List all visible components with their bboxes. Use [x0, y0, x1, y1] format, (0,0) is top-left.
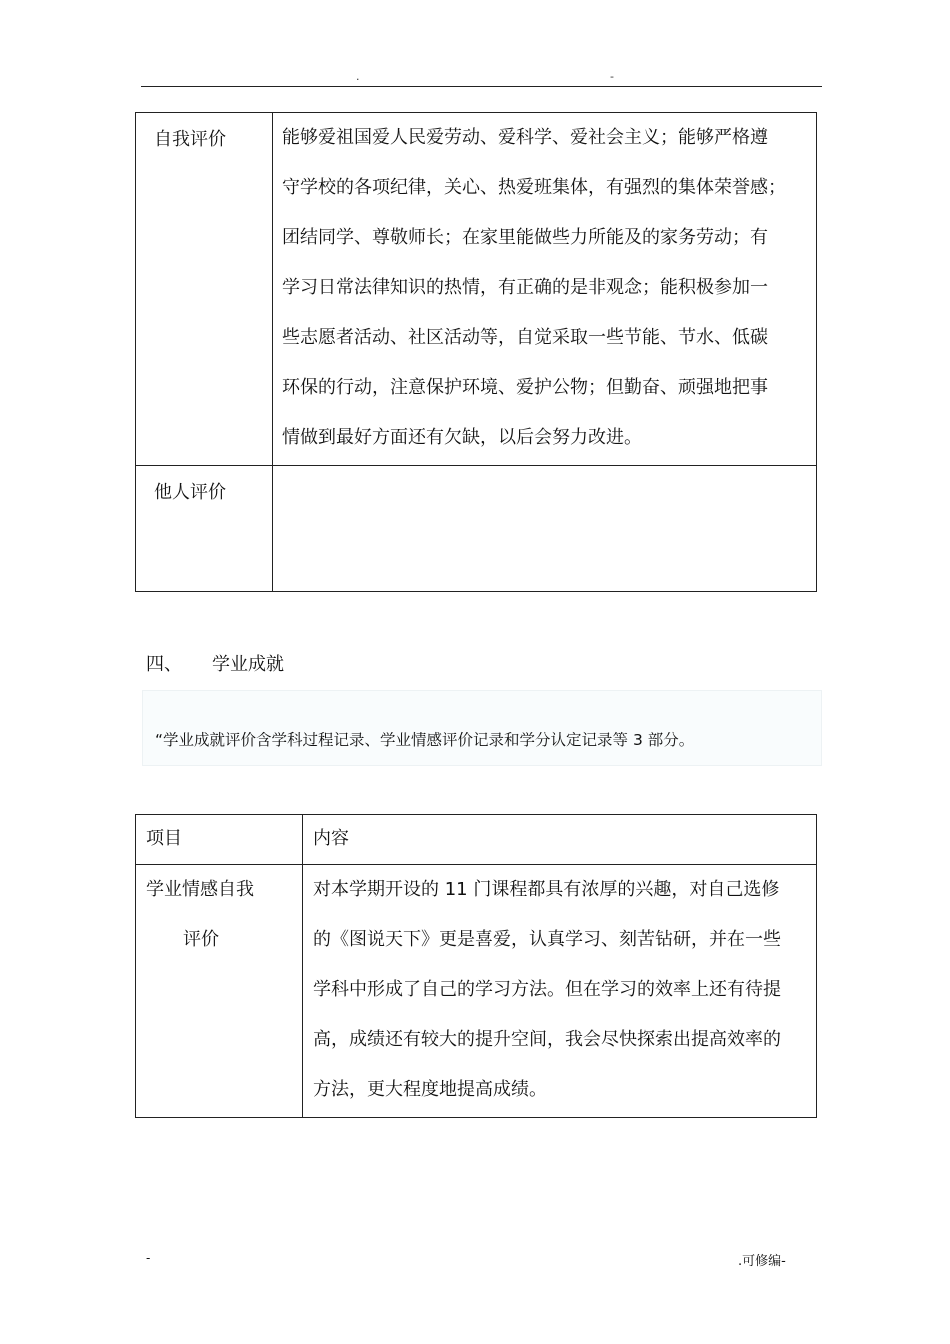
row-label-emotional-self-eval [136, 865, 303, 1118]
footer-left: - [146, 1251, 151, 1265]
text-line: 团结同学、尊敬师长；在家里能做些力所能及的家务劳动；有 [282, 227, 768, 248]
text-line: 高，成绩还有较大的提升空间，我会尽快探索出提高效率的 [313, 1029, 781, 1050]
header-mark-left: . [356, 70, 360, 83]
section-title: 学业成就 [212, 654, 284, 675]
academic-achievement-table [135, 814, 817, 1118]
note-text: “学业成就评价含学科过程记录、学业情感评价记录和学分认定记录等 3 部分。 [155, 731, 695, 749]
text-line: 能够爱祖国爱人民爱劳动、爱科学、爱社会主义；能够严格遵 [282, 127, 768, 148]
row-label-self-eval: 自我评价 [136, 113, 273, 466]
text-line: 的《图说天下》更是喜爱，认真学习、刻苦钻研，并在一些 [313, 929, 781, 950]
text-line: 对本学期开设的 11 门课程都具有浓厚的兴趣，对自己选修 [313, 879, 780, 900]
page-header [0, 70, 950, 84]
footer-right: .可修编- [738, 1254, 786, 1269]
header-mark-right: - [610, 70, 614, 83]
table-row [136, 865, 817, 1118]
note-box [142, 690, 822, 766]
text-line: 情做到最好方面还有欠缺，以后会努力改进。 [282, 427, 642, 448]
label-line: 评价 [183, 929, 219, 950]
self-evaluation-table [135, 112, 817, 592]
self-eval-content [273, 113, 817, 466]
table-row [136, 466, 817, 592]
section-heading [146, 650, 284, 676]
table-row [136, 113, 817, 466]
text-line: 守学校的各项纪律，关心、热爱班集体，有强烈的集体荣誉感； [282, 177, 786, 198]
section-number: 四、 [146, 654, 182, 675]
header-rule [141, 86, 822, 87]
table-header-row [136, 815, 817, 865]
text-line: 学习日常法律知识的热情，有正确的是非观念；能积极参加一 [282, 277, 768, 298]
emotional-self-eval-content [303, 865, 817, 1118]
text-line: 环保的行动，注意保护环境、爱护公物；但勤奋、顽强地把事 [282, 377, 768, 398]
label-line: 学业情感自我 [146, 879, 254, 900]
text-line: 学科中形成了自己的学习方法。但在学习的效率上还有待提 [313, 979, 781, 1000]
text-line: 方法，更大程度地提高成绩。 [313, 1079, 547, 1100]
column-header-item: 项目 [136, 815, 303, 865]
peer-eval-content [273, 466, 817, 592]
text-line: 些志愿者活动、社区活动等，自觉采取一些节能、节水、低碳 [282, 327, 768, 348]
column-header-content: 内容 [303, 815, 817, 865]
row-label-peer-eval: 他人评价 [136, 466, 273, 592]
